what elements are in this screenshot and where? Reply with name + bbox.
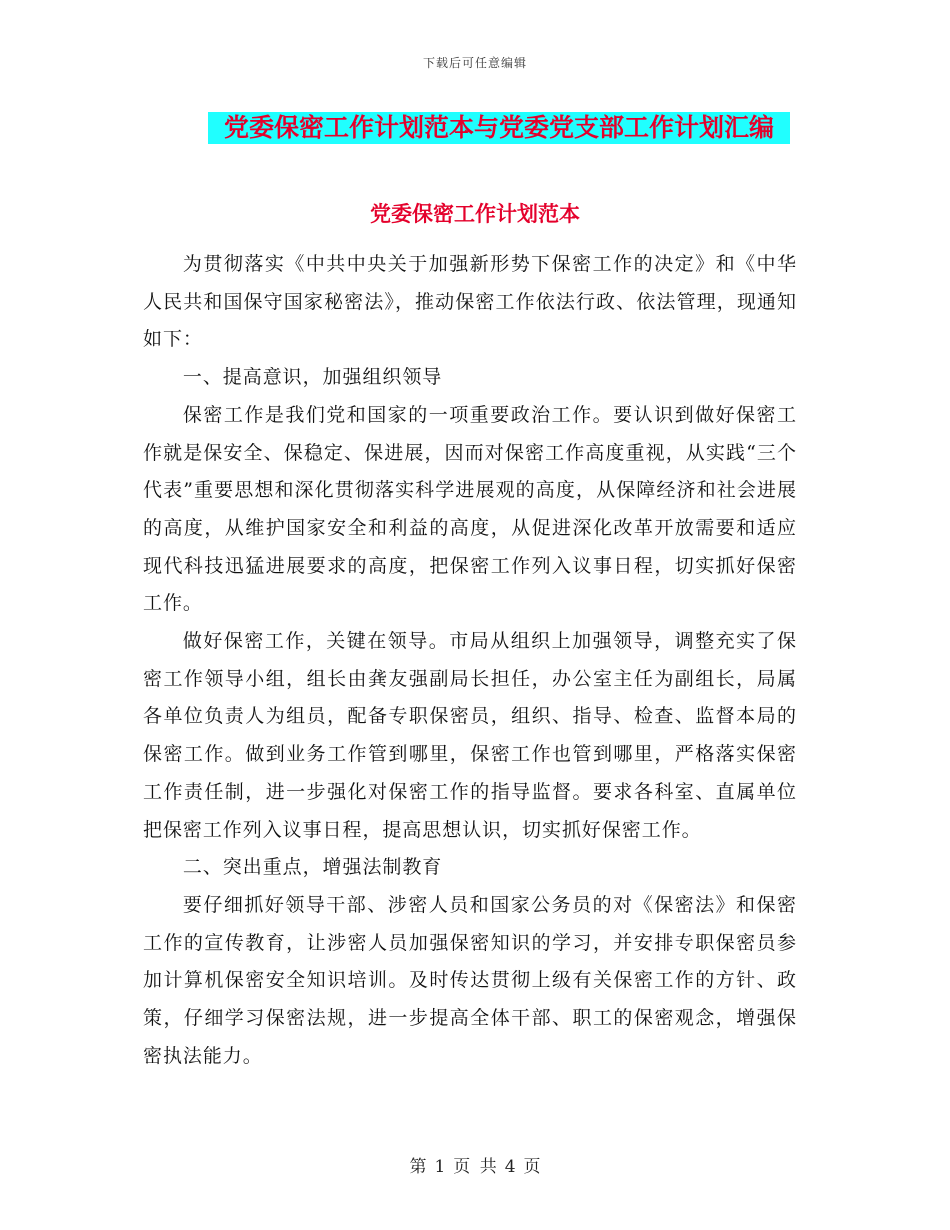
footer-prefix: 第 bbox=[409, 1157, 427, 1177]
header-note: 下载后可任意编辑 bbox=[422, 56, 527, 70]
paragraph-leadership: 做好保密工作，关键在领导。市局从组织上加强领导，调整充实了保密工作领导小组，组长由龚友强副局长担任，办公室主任为副组长，局属各单位负责人为组员，配备专职保密员，组织、指导、检查、监督本局的保密工作。做到业务工作管到哪里，保密工作也管到哪里，严格落实保密工作责任制，进一步强化对保密工作的指导监督。要求各科室、直属单位把保密工作列入议事日程，提高思想认识，切实抓好保密工作。 bbox=[143, 630, 797, 841]
footer-suffix: 页 bbox=[523, 1157, 541, 1177]
heading-one: 一、提高意识，加强组织领导 bbox=[182, 366, 443, 389]
section-title: 党委保密工作计划范本 bbox=[370, 201, 580, 226]
page-footer bbox=[0, 1152, 950, 1177]
current-page-number: 1 bbox=[434, 1157, 446, 1177]
paragraph-education: 要仔细抓好领导干部、涉密人员和国家公务员的对《保密法》和保密工作的宣传教育，让涉密人员加强保密知识的学习，并安排专职保密员参加计算机保密安全知识培训。及时传达贯彻上级有关保密工作的方针、政策，仔细学习保密法规，进一步提高全体干部、职工的保密观念，增强保密执法能力。 bbox=[143, 893, 797, 1067]
paragraph-importance: 保密工作是我们党和国家的一项重要政治工作。要认识到做好保密工作就是保安全、保稳定、保进展，因而对保密工作高度重视，从实践“三个代表”重要思想和深化贯彻落实科学进展观的高度，从保障经济和社会进展的高度，从维护国家安全和利益的高度，从促进深化改革开放需要和适应现代科技迅猛进展要求的高度，把保密工作列入议事日程，切实抓好保密工作。 bbox=[143, 403, 797, 615]
document-body bbox=[143, 246, 797, 1075]
paragraph-intro: 为贯彻落实《中共中央关于加强新形势下保密工作的决定》和《中华人民共和国保守国家秘密法》，推动保密工作依法行政、依法管理，现通知如下： bbox=[143, 253, 797, 351]
main-title: 党委保密工作计划范本与党委党支部工作计划汇编 bbox=[223, 113, 774, 142]
footer-middle: 页 共 bbox=[453, 1157, 497, 1177]
total-pages-number: 4 bbox=[504, 1157, 516, 1177]
heading-two: 二、突出重点，增强法制教育 bbox=[182, 856, 443, 879]
main-title-highlight bbox=[208, 112, 790, 144]
